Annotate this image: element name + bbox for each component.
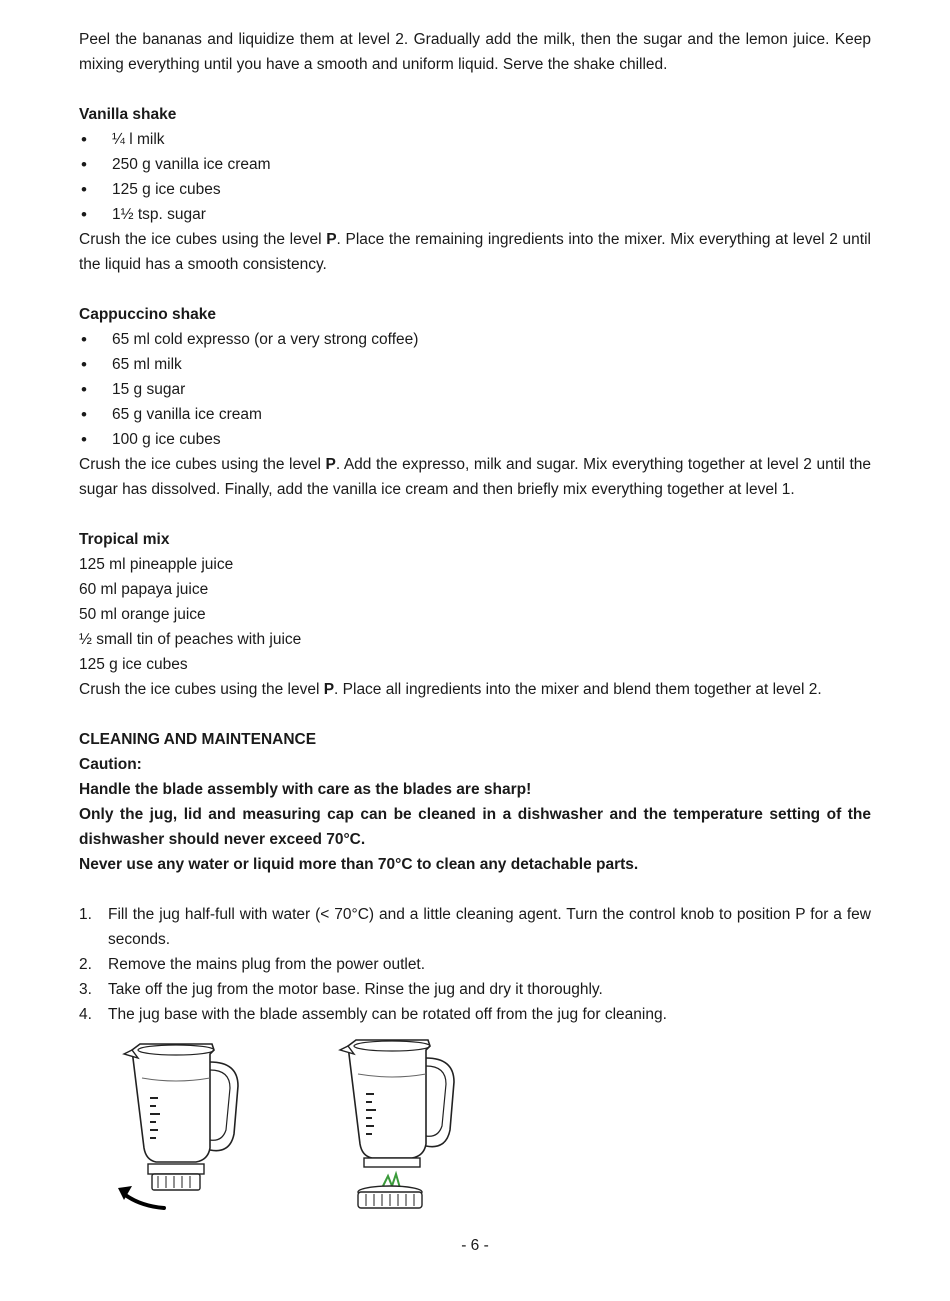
list-item: • 65 ml cold expresso (or a very strong coffee): [79, 327, 871, 352]
list-item: • 100 g ice cubes: [79, 427, 871, 452]
list-item: 125 g ice cubes: [79, 656, 188, 673]
list-item: 60 ml papaya juice: [79, 581, 209, 598]
warning-text: Only the jug, lid and measuring cap can be cleaned in a dishwasher and the temperature setting of the dishwasher should never exceed 70°C.: [79, 806, 871, 848]
cappuccino-instructions: Crush the ice cubes using the level P. Add the expresso, milk and sugar. Mix everything together at level 2 until the sugar has dissolved. Finally, add the vanilla ice cream and then briefly mix everything together at level 1.: [79, 456, 871, 498]
tropical-title: Tropical mix: [79, 531, 170, 548]
list-item: • 15 g sugar: [79, 377, 871, 402]
jug-with-rotate-arrow-icon: [110, 1036, 250, 1216]
warning-text: Handle the blade assembly with care as the blades are sharp!: [79, 781, 532, 798]
list-item: • 250 g vanilla ice cream: [79, 152, 871, 177]
cleaning-steps: [79, 902, 871, 1027]
cappuccino-title: Cappuccino shake: [79, 306, 216, 323]
vanilla-title: Vanilla shake: [79, 106, 177, 123]
list-item: 2. Remove the mains plug from the power outlet.: [79, 956, 426, 973]
tropical-instructions: Crush the ice cubes using the level P. Place all ingredients into the mixer and blend them together at level 2.: [79, 681, 822, 698]
list-item: 125 ml pineapple juice: [79, 556, 234, 573]
vanilla-instructions: Crush the ice cubes using the level P. Place the remaining ingredients into the mixer. Mix everything at level 2 until the liquid has a smooth consistency.: [79, 231, 871, 273]
list-item: 50 ml orange juice: [79, 606, 206, 623]
cleaning-title: CLEANING AND MAINTENANCE: [79, 731, 317, 748]
list-item: • 125 g ice cubes: [79, 177, 871, 202]
list-item: • 65 g vanilla ice cream: [79, 402, 871, 427]
list-item: • 1½ tsp. sugar: [79, 202, 871, 227]
list-item: ½ small tin of peaches with juice: [79, 631, 302, 648]
warning-text: Never use any water or liquid more than 70°C to clean any detachable parts.: [79, 856, 639, 873]
document-page: [79, 27, 871, 1027]
jug-with-detached-blade-base-icon: [330, 1032, 460, 1222]
list-item: 1. Fill the jug half-full with water (< 70°C) and a little cleaning agent. Turn the control knob to position P for a few seconds.: [79, 906, 871, 948]
cappuccino-ingredients: [79, 327, 871, 452]
page-number: - 6 -: [461, 1237, 489, 1254]
list-item: • ¼ l milk: [79, 127, 871, 152]
list-item: 4. The jug base with the blade assembly can be rotated off from the jug for cleaning.: [79, 1006, 667, 1023]
vanilla-ingredients: [79, 127, 871, 227]
intro-paragraph: Peel the bananas and liquidize them at level 2. Gradually add the milk, then the sugar and the lemon juice. Keep mixing everything until you have a smooth and uniform liquid. Serve the shake chilled.: [79, 31, 871, 73]
list-item: • 65 ml milk: [79, 352, 871, 377]
list-item: 3. Take off the jug from the motor base. Rinse the jug and dry it thoroughly.: [79, 981, 603, 998]
caution-label: Caution:: [79, 756, 142, 773]
